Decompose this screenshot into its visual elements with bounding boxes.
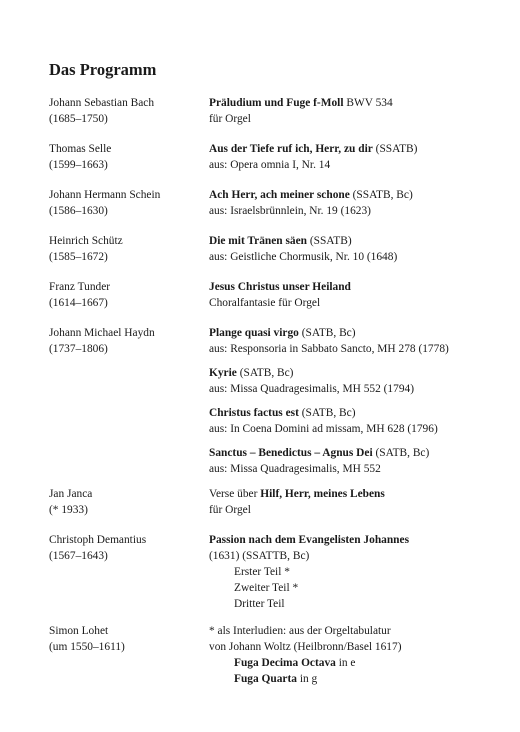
work-detail: (SSATB) (306, 235, 352, 247)
composer-info (49, 187, 199, 219)
work-item (209, 405, 509, 437)
work-detail: in e (335, 657, 356, 669)
composer-name: Jan Janca (49, 488, 93, 500)
work-detail: BWV 534 (343, 97, 393, 109)
work-detail: (SATB, Bc) (236, 367, 294, 379)
composer-name: Franz Tunder (49, 281, 111, 293)
composer-info (49, 532, 199, 564)
composer-dates: (1586–1630) (49, 205, 108, 217)
composer-dates: (1685–1750) (49, 113, 108, 125)
works-list (209, 95, 509, 127)
work-title: Jesus Christus unser Heiland (209, 281, 351, 293)
work-part: Zweiter Teil * (234, 582, 299, 594)
work-title: Christus factus est (209, 407, 299, 419)
work-title: Fuga Quarta (234, 673, 297, 685)
composer-name: Christoph Demantius (49, 534, 147, 546)
work-source: aus: Responsoria in Sabbato Sancto, MH 278 (1778) (209, 343, 449, 355)
work-source: aus: In Coena Domini ad missam, MH 628 (1796) (209, 423, 438, 435)
work-item (209, 365, 509, 397)
work-title: Ach Herr, ach meiner schone (209, 189, 350, 201)
work-part: Dritter Teil (234, 598, 285, 610)
works-list (209, 233, 509, 265)
interlude-piece (209, 671, 509, 687)
composer-name: Johann Michael Haydn (49, 327, 155, 339)
work-item (209, 325, 509, 357)
composer-dates: (1614–1667) (49, 297, 108, 309)
work-detail: in g (296, 673, 318, 685)
works-list (209, 623, 509, 687)
work-item (209, 187, 509, 219)
work-title: Plange quasi virgo (209, 327, 299, 339)
work-title: Präludium und Fuge f-Moll (209, 97, 344, 109)
composer-name: Simon Lohet (49, 625, 109, 637)
work-title: Sanctus – Benedictus – Agnus Dei (209, 447, 373, 459)
work-title: Passion nach dem Evangelisten Johannes (209, 534, 410, 546)
work-source: aus: Missa Quadragesimalis, MH 552 (209, 463, 381, 475)
composer-info (49, 623, 199, 655)
composer-dates: (um 1550–1611) (49, 641, 125, 653)
composer-name: Heinrich Schütz (49, 235, 123, 247)
work-item (209, 141, 509, 173)
composer-info (49, 486, 199, 518)
work-item (209, 532, 509, 612)
composer-info (49, 325, 199, 357)
composer-info (49, 95, 199, 127)
composer-info (49, 279, 199, 311)
work-source: Choralfantasie für Orgel (209, 297, 321, 309)
composer-dates: (1737–1806) (49, 343, 108, 355)
work-detail: (SATB, Bc) (298, 407, 356, 419)
work-item (209, 445, 509, 477)
interlude-piece (209, 655, 509, 671)
composer-info (49, 141, 199, 173)
work-item (209, 233, 509, 265)
work-item (209, 623, 509, 687)
works-list (209, 325, 509, 477)
composer-dates: (1567–1643) (49, 550, 108, 562)
work-detail: (SATB, Bc) (372, 447, 430, 459)
work-title: Fuga Decima Octava (234, 657, 336, 669)
works-list (209, 486, 509, 518)
work-detail: (SSATB) (372, 143, 418, 155)
footnote-line: von Johann Woltz (Heilbronn/Basel 1617) (209, 641, 402, 653)
page-title: Das Programm (49, 60, 157, 79)
work-title: Hilf, Herr, meines Lebens (260, 488, 385, 500)
works-list (209, 141, 509, 173)
work-item (209, 95, 509, 127)
footnote-line: * als Interludien: aus der Orgeltabulatur (209, 625, 391, 637)
work-source: aus: Missa Quadragesimalis, MH 552 (1794) (209, 383, 415, 395)
work-title: Kyrie (209, 367, 237, 379)
works-list (209, 187, 509, 219)
work-title: Die mit Tränen säen (209, 235, 307, 247)
composer-name: Johann Hermann Schein (49, 189, 161, 201)
works-list (209, 532, 509, 612)
work-detail: (SSATB, Bc) (349, 189, 413, 201)
work-detail: (1631) (SSATTB, Bc) (209, 550, 310, 562)
composer-info (49, 233, 199, 265)
composer-dates: (* 1933) (49, 504, 88, 516)
composer-name: Johann Sebastian Bach (49, 97, 155, 109)
work-source: aus: Geistliche Chormusik, Nr. 10 (1648) (209, 251, 398, 263)
work-source: für Orgel (209, 504, 251, 516)
composer-name: Thomas Selle (49, 143, 112, 155)
work-source: aus: Opera omnia I, Nr. 14 (209, 159, 331, 171)
work-source: für Orgel (209, 113, 251, 125)
works-list (209, 279, 509, 311)
work-prefix: Verse über (209, 488, 261, 500)
composer-dates: (1585–1672) (49, 251, 108, 263)
work-item (209, 279, 509, 311)
work-detail: (SATB, Bc) (298, 327, 356, 339)
work-item (209, 486, 509, 518)
work-part: Erster Teil * (234, 566, 290, 578)
composer-dates: (1599–1663) (49, 159, 108, 171)
work-source: aus: Israelsbrünnlein, Nr. 19 (1623) (209, 205, 371, 217)
work-title: Aus der Tiefe ruf ich, Herr, zu dir (209, 143, 373, 155)
